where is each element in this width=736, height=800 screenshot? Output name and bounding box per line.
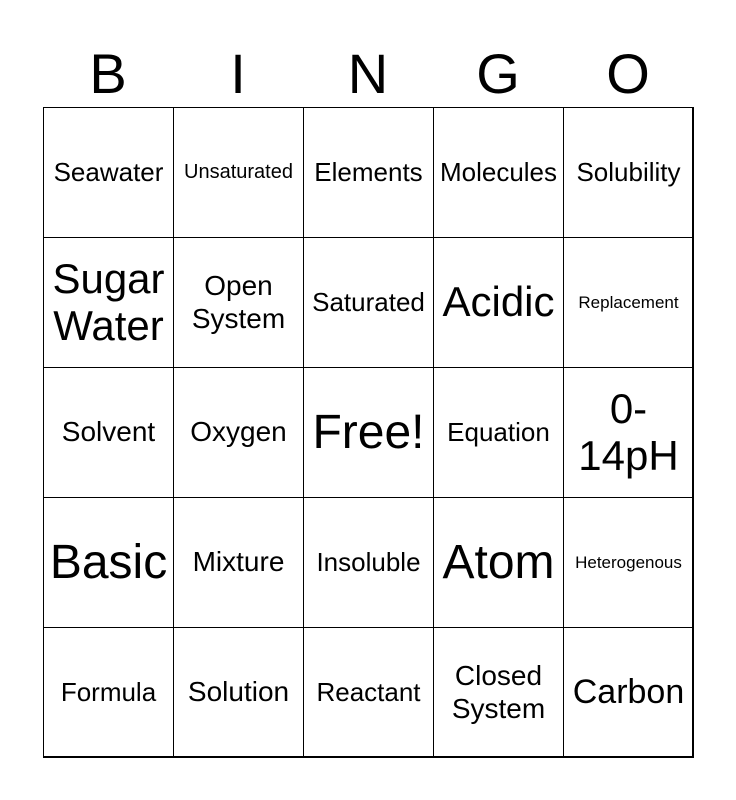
bingo-cell[interactable] (303, 107, 434, 238)
bingo-cell[interactable] (563, 107, 694, 238)
cell-label: Sugar Water (52, 255, 165, 349)
cell-label: Reactant (316, 676, 421, 707)
bingo-cell[interactable] (303, 627, 434, 758)
cell-label: Molecules (439, 156, 558, 187)
bingo-cell[interactable] (173, 497, 304, 628)
cell-label: Seawater (53, 156, 164, 187)
header-letter-b: B (89, 42, 127, 105)
cell-label: Mixture (192, 546, 285, 578)
bingo-cell[interactable] (173, 107, 304, 238)
cell-label: Insoluble (316, 546, 421, 577)
bingo-cell[interactable] (43, 627, 174, 758)
bingo-cell[interactable] (43, 107, 174, 238)
cell-label: Heterogenous (575, 552, 682, 572)
bingo-cell[interactable] (433, 107, 564, 238)
cell-label: Atom (442, 535, 555, 589)
bingo-cell[interactable] (303, 237, 434, 368)
cell-label: Carbon (572, 672, 685, 711)
cell-label: Unsaturated (184, 161, 293, 183)
header-letter-i: I (230, 42, 246, 105)
cell-label: Acidic (442, 278, 555, 326)
bingo-cell[interactable] (43, 237, 174, 368)
bingo-cell[interactable] (563, 237, 694, 368)
bingo-cell[interactable] (433, 627, 564, 758)
header-letter-g: G (476, 42, 520, 105)
bingo-board (43, 107, 693, 757)
cell-label: Free! (312, 405, 425, 459)
bingo-cell[interactable] (303, 497, 434, 628)
bingo-cell[interactable] (43, 497, 174, 628)
bingo-cell[interactable] (563, 497, 694, 628)
cell-label: Equation (447, 416, 550, 447)
cell-label: Closed System (451, 660, 546, 724)
cell-label: Open System (191, 270, 286, 334)
bingo-cell[interactable] (563, 367, 694, 498)
free-space-cell[interactable] (303, 367, 434, 498)
bingo-cell[interactable] (433, 497, 564, 628)
bingo-cell[interactable] (43, 367, 174, 498)
cell-label: Formula (60, 676, 157, 707)
bingo-cell[interactable] (173, 627, 304, 758)
cell-label: Replacement (578, 292, 679, 312)
header-letter-o: O (606, 42, 650, 105)
bingo-cell[interactable] (563, 627, 694, 758)
bingo-header (43, 40, 693, 108)
cell-label: Oxygen (190, 416, 287, 448)
bingo-cell[interactable] (433, 237, 564, 368)
bingo-cell[interactable] (173, 237, 304, 368)
header-letter-n: N (347, 42, 389, 105)
cell-label: Solvent (61, 416, 156, 448)
cell-label: Saturated (312, 286, 425, 317)
bingo-cell[interactable] (433, 367, 564, 498)
cell-label: Elements (314, 156, 423, 187)
cell-label: Solubility (576, 156, 681, 187)
cell-label: Basic (49, 535, 168, 589)
bingo-cell[interactable] (173, 367, 304, 498)
cell-label: 0-14pH (578, 385, 679, 479)
cell-label: Solution (187, 676, 290, 708)
